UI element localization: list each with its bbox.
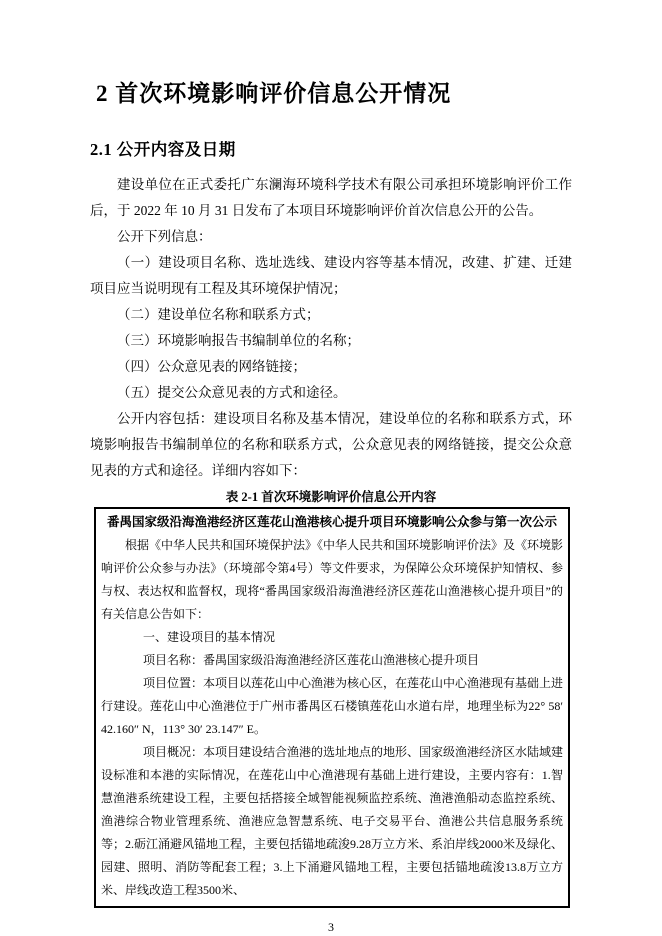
notice-paragraph: 项目名称：番禺国家级沿海渔港经济区莲花山渔港核心提升项目	[143, 653, 480, 668]
paragraph: 公开内容包括：建设项目名称及基本情况，建设单位的名称和联系方式，环境影响报告书编制单位的名称和联系方式，公众意见表的网络链接，提交公众意见表的方式和途径。详细内容如下：	[90, 411, 572, 479]
page-number: 3	[328, 920, 334, 935]
paragraph: 建设单位在正式委托广东澜海环境科学技术有限公司承担环境影响评价工作后，于 2022 年 10 月 31 日发布了本项目环境影响评价首次信息公开的公告。	[90, 177, 572, 219]
paragraph: （三）环境影响报告书编制单位的名称；	[117, 333, 360, 349]
notice-paragraph: 根据《中华人民共和国环境保护法》《中华人民共和国环境影响评价法》及《环境影响评价公众参与办法》（环境部令第4号）等文件要求，为保障公众环境保护知情权、参与权、表达权和监督权，现将“番禺国家级沿海渔港经济区莲花山渔港核心提升项目”的有关信息公告如下：	[101, 538, 564, 622]
paragraph: （二）建设单位名称和联系方式；	[117, 307, 320, 323]
paragraph: （一）建设项目名称、选址选线、建设内容等基本情况，改建、扩建、迁建项目应当说明现有工程及其环境保护情况；	[90, 255, 572, 297]
notice-title: 番禺国家级沿海渔港经济区莲花山渔港核心提升项目环境影响公众参与第一次公示	[106, 515, 557, 530]
table-caption: 表 2-1 首次环境影响评价信息公开内容	[225, 490, 437, 505]
paragraph: 公开下列信息：	[117, 229, 212, 245]
notice-paragraph: 项目概况：本项目建设结合渔港的选址地点的地形、国家级渔港经济区水陆域建设标准和本港的实际情况，在莲花山中心渔港现有基础上进行建设，主要内容有：1.智慧渔港系统建设工程，主要包括搭接全域智能视频监控系统、渔港渔船动态监控系统、渔港综合物业管理系统、渔港应急智慧系统、电子交易平台、渔港公共信息服务系统等；2.砺江涌避风锚地工程，主要包括锚地疏浚9.28万立方米、系泊岸线2000米及绿化、园建、照明、消防等配套工程；3.上下涌避风锚地工程，主要包括锚地疏浚13.8万立方米、岸线改造工程3500米、	[101, 745, 564, 898]
chapter-title: 2 首次环境影响评价信息公开情况	[96, 81, 452, 106]
notice-paragraph: 项目位置：本项目以莲花山中心渔港为核心区，在莲花山中心渔港现有基础上进行建设。莲花山中心渔港位于广州市番禺区石楼镇莲花山水道右岸，地理坐标为22° 58′ 42.160″ N，113° 30′ 23.147″ E。	[101, 676, 564, 737]
section-title: 2.1 公开内容及日期	[90, 140, 236, 160]
paragraph: （四）公众意见表的网络链接；	[117, 359, 306, 375]
paragraph: （五）提交公众意见表的方式和途径。	[117, 385, 347, 401]
public-notice-table	[94, 507, 570, 908]
notice-paragraph: 一、建设项目的基本情况	[143, 630, 276, 645]
page-content	[90, 78, 572, 935]
